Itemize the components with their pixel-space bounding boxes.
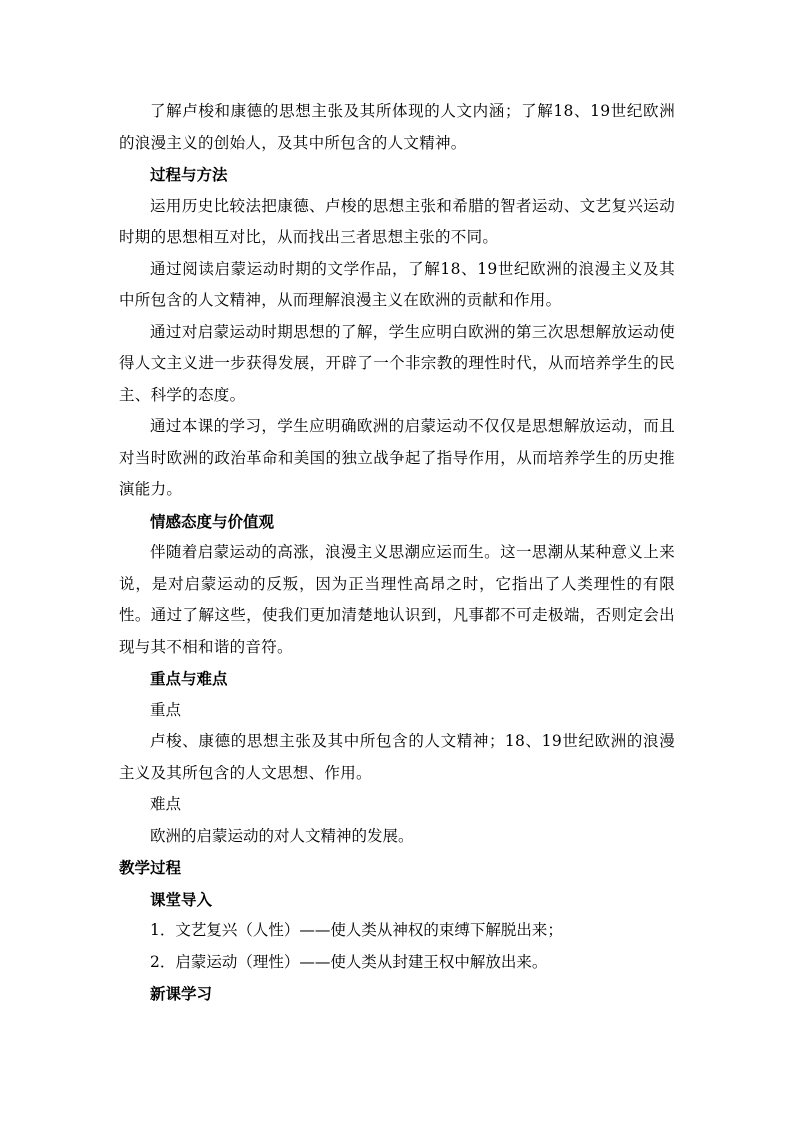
document-page bbox=[119, 96, 675, 1010]
key-paragraph: 卢梭、康德的思想主张及其中所包含的人文精神；18、19世纪欧洲的浪漫主义及其所包含的人文思想、作用。 bbox=[119, 732, 675, 782]
class-intro-heading: 课堂导入 bbox=[150, 889, 213, 909]
difficulty-paragraph: 欧洲的启蒙运动的对人文精神的发展。 bbox=[150, 826, 414, 845]
list-item-1: 1．文艺复兴（人性）——使人类从神权的束缚下解脱出来； bbox=[150, 921, 563, 939]
process-heading: 过程与方法 bbox=[150, 165, 228, 184]
teaching-process-heading: 教学过程 bbox=[119, 858, 182, 877]
emotion-heading: 情感态度与价值观 bbox=[150, 511, 275, 531]
list-item-2: 2．启蒙运动（理性）——使人类从封建王权中解放出来。 bbox=[150, 952, 548, 971]
key-label: 重点 bbox=[150, 700, 182, 719]
key-difficulty-heading: 重点与难点 bbox=[150, 669, 228, 688]
emotion-paragraph: 伴随着启蒙运动的高涨，浪漫主义思潮应运而生。这一思潮从某种意义上来说，是对启蒙运动的反叛，因为正当理性高昂之时，它指出了人类理性的有限性。通过了解这些，使我们更加清楚地认识到，凡事都不可走极端，否则定会出现与其不相和谐的音符。 bbox=[119, 543, 675, 656]
difficulty-label: 难点 bbox=[150, 795, 182, 813]
process-paragraph-2: 通过阅读启蒙运动时期的文学作品，了解18、19世纪欧洲的浪漫主义及其中所包含的人文精神，从而理解浪漫主义在欧洲的贡献和作用。 bbox=[119, 259, 675, 309]
intro-paragraph: 了解卢梭和康德的思想主张及其所体现的人文内涵；了解18、19世纪欧洲的浪漫主义的创始人，及其中所包含的人文精神。 bbox=[119, 102, 675, 152]
process-paragraph-4: 通过本课的学习，学生应明确欧洲的启蒙运动不仅仅是思想解放运动，而且对当时欧洲的政治革命和美国的独立战争起了指导作用，从而培养学生的历史推演能力。 bbox=[119, 417, 675, 498]
process-paragraph-1: 运用历史比较法把康德、卢梭的思想主张和希腊的智者运动、文艺复兴运动时期的思想相互对比，从而找出三者思想主张的不同。 bbox=[119, 196, 675, 246]
process-paragraph-3: 通过对启蒙运动时期思想的了解，学生应明白欧洲的第三次思想解放运动使得人文主义进一步获得发展，开辟了一个非宗教的理性时代，从而培养学生的民主、科学的态度。 bbox=[119, 322, 675, 404]
new-lesson-heading: 新课学习 bbox=[150, 984, 213, 1003]
